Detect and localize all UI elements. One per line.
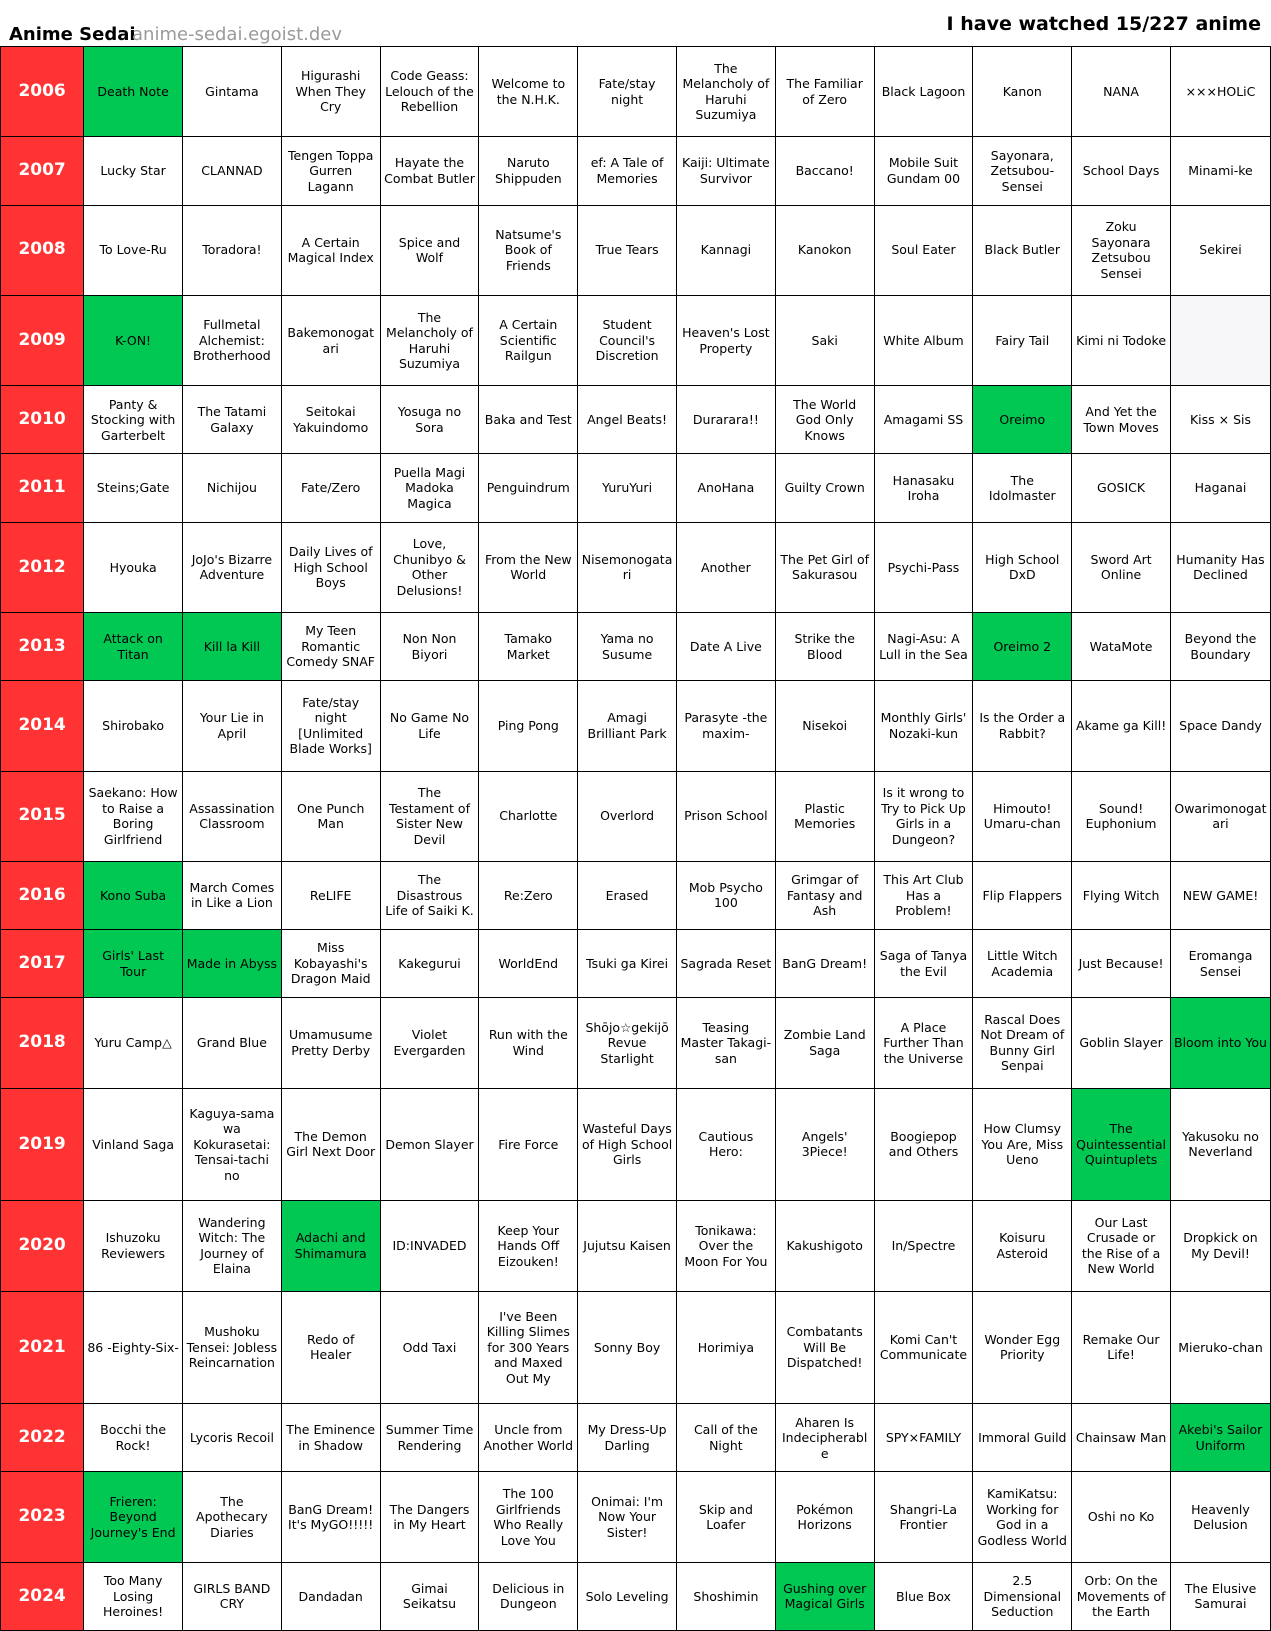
anime-cell[interactable]: Horimiya (676, 1291, 775, 1404)
anime-cell[interactable]: Kiss × Sis (1170, 386, 1270, 454)
anime-cell[interactable]: The Testament of Sister New Devil (380, 771, 479, 861)
anime-cell[interactable]: Vinland Saga (84, 1088, 183, 1201)
year-label: 2014 (1, 681, 84, 771)
anime-cell[interactable]: Solo Leveling (578, 1562, 677, 1630)
year-label: 2011 (1, 454, 84, 522)
anime-cell-watched[interactable]: Gushing over Magical Girls (775, 1562, 874, 1630)
anime-cell-watched[interactable]: Bloom into You (1170, 998, 1270, 1088)
app-url-link[interactable]: anime-sedai.egoist.dev (132, 24, 342, 45)
year-label: 2018 (1, 998, 84, 1088)
anime-cell[interactable]: Chainsaw Man (1072, 1404, 1171, 1472)
anime-cell[interactable]: Shoshimin (676, 1562, 775, 1630)
anime-cell-watched[interactable]: Akebi's Sailor Uniform (1170, 1404, 1270, 1472)
anime-cell[interactable]: And Yet the Town Moves (1072, 386, 1171, 454)
watched-count: I have watched 15/227 anime (946, 13, 1261, 35)
anime-cell[interactable]: Eromanga Sensei (1170, 930, 1270, 998)
anime-cell[interactable]: Monthly Girls' Nozaki-kun (874, 681, 973, 771)
anime-cell[interactable]: The Idolmaster (973, 454, 1072, 522)
anime-cell[interactable]: The Eminence in Shadow (281, 1404, 380, 1472)
anime-cell[interactable]: The Apothecary Diaries (183, 1472, 282, 1562)
anime-cell[interactable]: Koisuru Asteroid (973, 1201, 1072, 1291)
year-label: 2006 (1, 47, 84, 137)
anime-cell[interactable]: Heaven's Lost Property (676, 295, 775, 385)
anime-cell[interactable]: Cautious Hero: (676, 1088, 775, 1201)
anime-cell[interactable]: A Certain Magical Index (281, 205, 380, 295)
year-row (1, 47, 1271, 137)
anime-cell[interactable]: Umamusume Pretty Derby (281, 998, 380, 1088)
anime-cell[interactable]: Dropkick on My Devil! (1170, 1201, 1270, 1291)
anime-cell[interactable]: Love, Chunibyo & Other Delusions! (380, 522, 479, 612)
anime-cell[interactable]: Violet Evergarden (380, 998, 479, 1088)
anime-cell[interactable]: Kakegurui (380, 930, 479, 998)
anime-cell[interactable]: Baccano! (775, 137, 874, 205)
anime-cell[interactable]: SPY×FAMILY (874, 1404, 973, 1472)
anime-cell[interactable]: Bakemonogatari (281, 295, 380, 385)
anime-cell[interactable]: Penguindrum (479, 454, 578, 522)
anime-cell[interactable]: Nagi-Asu: A Lull in the Sea (874, 612, 973, 680)
year-label: 2007 (1, 137, 84, 205)
anime-cell[interactable]: Sagrada Reset (676, 930, 775, 998)
anime-cell[interactable]: Yakusoku no Neverland (1170, 1088, 1270, 1201)
year-row (1, 1404, 1271, 1472)
anime-cell[interactable]: Daily Lives of High School Boys (281, 522, 380, 612)
anime-cell[interactable]: Komi Can't Communicate (874, 1291, 973, 1404)
anime-cell[interactable]: My Dress-Up Darling (578, 1404, 677, 1472)
anime-cell[interactable]: Nisekoi (775, 681, 874, 771)
anime-cell[interactable]: Toradora! (183, 205, 282, 295)
anime-cell[interactable]: Lycoris Recoil (183, 1404, 282, 1472)
anime-cell[interactable]: Tengen Toppa Gurren Lagann (281, 137, 380, 205)
anime-cell[interactable]: Psychi-Pass (874, 522, 973, 612)
anime-cell[interactable]: Hanasaku Iroha (874, 454, 973, 522)
anime-cell[interactable]: Space Dandy (1170, 681, 1270, 771)
anime-cell[interactable]: Student Council's Discretion (578, 295, 677, 385)
anime-cell[interactable]: Just Because! (1072, 930, 1171, 998)
anime-cell[interactable]: Yosuga no Sora (380, 386, 479, 454)
anime-cell[interactable]: Parasyte -the maxim- (676, 681, 775, 771)
anime-cell[interactable]: Immoral Guild (973, 1404, 1072, 1472)
year-row (1, 1088, 1271, 1201)
anime-cell[interactable]: Orb: On the Movements of the Earth (1072, 1562, 1171, 1630)
year-row (1, 137, 1271, 205)
anime-cell[interactable]: Kaguya-sama wa Kokurasetai: Tensai-tachi no (183, 1088, 282, 1201)
anime-cell-watched[interactable]: Death Note (84, 47, 183, 137)
year-label: 2020 (1, 1201, 84, 1291)
anime-cell[interactable]: Natsume's Book of Friends (479, 205, 578, 295)
year-row (1, 1562, 1271, 1630)
anime-cell[interactable]: The Elusive Samurai (1170, 1562, 1270, 1630)
year-row (1, 1472, 1271, 1562)
anime-cell[interactable]: Yuru Camp△ (84, 998, 183, 1088)
anime-cell[interactable]: Tsuki ga Kirei (578, 930, 677, 998)
anime-cell[interactable]: Nisemonogatari (578, 522, 677, 612)
anime-cell[interactable]: Odd Taxi (380, 1291, 479, 1404)
header (0, 0, 1271, 46)
year-row (1, 386, 1271, 454)
anime-cell[interactable]: KamiKatsu: Working for God in a Godless World (973, 1472, 1072, 1562)
anime-cell[interactable]: The Familiar of Zero (775, 47, 874, 137)
anime-cell[interactable]: In/Spectre (874, 1201, 973, 1291)
year-label: 2009 (1, 295, 84, 385)
year-label: 2016 (1, 861, 84, 929)
anime-cell-watched[interactable]: Frieren: Beyond Journey's End (84, 1472, 183, 1562)
anime-cell[interactable]: Uncle from Another World (479, 1404, 578, 1472)
anime-cell[interactable]: This Art Club Has a Problem! (874, 861, 973, 929)
anime-cell[interactable]: Is the Order a Rabbit? (973, 681, 1072, 771)
anime-cell[interactable]: Welcome to the N.H.K. (479, 47, 578, 137)
anime-cell[interactable]: Grand Blue (183, 998, 282, 1088)
anime-cell[interactable]: Amagi Brilliant Park (578, 681, 677, 771)
anime-cell[interactable]: Plastic Memories (775, 771, 874, 861)
year-label: 2008 (1, 205, 84, 295)
anime-cell[interactable]: Amagami SS (874, 386, 973, 454)
anime-cell[interactable]: Is it wrong to Try to Pick Up Girls in a Dungeon? (874, 771, 973, 861)
year-label: 2010 (1, 386, 84, 454)
anime-cell-watched[interactable]: Oreimo (973, 386, 1072, 454)
anime-cell[interactable]: Grimgar of Fantasy and Ash (775, 861, 874, 929)
anime-cell[interactable]: Yama no Susume (578, 612, 677, 680)
anime-cell[interactable]: JoJo's Bizarre Adventure (183, 522, 282, 612)
anime-cell[interactable]: Mobile Suit Gundam 00 (874, 137, 973, 205)
year-row (1, 861, 1271, 929)
anime-cell[interactable]: CLANNAD (183, 137, 282, 205)
anime-cell[interactable]: Angel Beats! (578, 386, 677, 454)
anime-cell[interactable]: Gintama (183, 47, 282, 137)
app-title: Anime Sedai (9, 24, 136, 45)
anime-cell[interactable]: Kanon (973, 47, 1072, 137)
year-row (1, 1291, 1271, 1404)
anime-cell[interactable]: Assassination Classroom (183, 771, 282, 861)
anime-cell-watched[interactable]: Oreimo 2 (973, 612, 1072, 680)
year-label: 2022 (1, 1404, 84, 1472)
anime-cell[interactable]: 2.5 Dimensional Seduction (973, 1562, 1072, 1630)
anime-cell[interactable]: ×××HOLiC (1170, 47, 1270, 137)
anime-cell[interactable]: Mob Psycho 100 (676, 861, 775, 929)
anime-cell[interactable]: Pokémon Horizons (775, 1472, 874, 1562)
anime-cell[interactable]: March Comes in Like a Lion (183, 861, 282, 929)
anime-cell[interactable]: Rascal Does Not Dream of Bunny Girl Senpai (973, 998, 1072, 1088)
anime-cell[interactable]: Onimai: I'm Now Your Sister! (578, 1472, 677, 1562)
anime-cell[interactable]: Baka and Test (479, 386, 578, 454)
year-row (1, 522, 1271, 612)
anime-cell[interactable]: Owarimonogatari (1170, 771, 1270, 861)
year-row (1, 454, 1271, 522)
year-label: 2012 (1, 522, 84, 612)
anime-cell[interactable]: To Love-Ru (84, 205, 183, 295)
anime-cell[interactable]: Remake Our Life! (1072, 1291, 1171, 1404)
anime-cell[interactable]: Flip Flappers (973, 861, 1072, 929)
year-row (1, 295, 1271, 385)
anime-cell[interactable]: BanG Dream! (775, 930, 874, 998)
anime-cell[interactable]: Mieruko-chan (1170, 1291, 1270, 1404)
anime-cell[interactable]: Non Non Biyori (380, 612, 479, 680)
anime-cell-watched[interactable]: Girls' Last Tour (84, 930, 183, 998)
anime-cell[interactable]: The Dangers in My Heart (380, 1472, 479, 1562)
anime-cell[interactable]: Minami-ke (1170, 137, 1270, 205)
anime-cell[interactable]: Overlord (578, 771, 677, 861)
anime-cell[interactable]: Soul Eater (874, 205, 973, 295)
anime-cell[interactable]: Higurashi When They Cry (281, 47, 380, 137)
anime-cell[interactable]: Fate/stay night [Unlimited Blade Works] (281, 681, 380, 771)
anime-cell[interactable]: Goblin Slayer (1072, 998, 1171, 1088)
anime-cell[interactable]: Shangri-La Frontier (874, 1472, 973, 1562)
anime-cell[interactable]: Shirobako (84, 681, 183, 771)
anime-cell[interactable]: The 100 Girlfriends Who Really Love You (479, 1472, 578, 1562)
anime-cell[interactable]: Lucky Star (84, 137, 183, 205)
anime-cell[interactable]: Wonder Egg Priority (973, 1291, 1072, 1404)
anime-cell[interactable]: Delicious in Dungeon (479, 1562, 578, 1630)
anime-cell-watched[interactable]: K-ON! (84, 295, 183, 385)
anime-cell[interactable]: Wasteful Days of High School Girls (578, 1088, 677, 1201)
empty-cell (1170, 295, 1270, 385)
year-label: 2013 (1, 612, 84, 680)
anime-cell[interactable]: Our Last Crusade or the Rise of a New World (1072, 1201, 1171, 1291)
anime-cell[interactable]: Kanokon (775, 205, 874, 295)
anime-cell[interactable]: How Clumsy You Are, Miss Ueno (973, 1088, 1072, 1201)
anime-cell[interactable]: A Certain Scientific Railgun (479, 295, 578, 385)
anime-cell[interactable]: Haganai (1170, 454, 1270, 522)
anime-cell[interactable]: Shōjo☆gekijō Revue Starlight (578, 998, 677, 1088)
anime-cell[interactable]: ReLIFE (281, 861, 380, 929)
anime-cell[interactable]: Guilty Crown (775, 454, 874, 522)
anime-cell[interactable]: The Tatami Galaxy (183, 386, 282, 454)
anime-cell[interactable]: Another (676, 522, 775, 612)
year-row (1, 681, 1271, 771)
anime-cell[interactable]: Kimi ni Todoke (1072, 295, 1171, 385)
anime-cell[interactable]: Zombie Land Saga (775, 998, 874, 1088)
anime-cell[interactable]: School Days (1072, 137, 1171, 205)
anime-cell[interactable]: Hyouka (84, 522, 183, 612)
anime-cell[interactable]: Saki (775, 295, 874, 385)
anime-cell[interactable]: Heavenly Delusion (1170, 1472, 1270, 1562)
anime-cell[interactable]: Dandadan (281, 1562, 380, 1630)
anime-cell[interactable]: Spice and Wolf (380, 205, 479, 295)
anime-cell[interactable]: Jujutsu Kaisen (578, 1201, 677, 1291)
anime-cell[interactable]: Angels' 3Piece! (775, 1088, 874, 1201)
anime-cell[interactable]: Aharen Is Indecipherable (775, 1404, 874, 1472)
anime-cell[interactable]: Keep Your Hands Off Eizouken! (479, 1201, 578, 1291)
anime-cell[interactable]: True Tears (578, 205, 677, 295)
anime-cell[interactable]: Sekirei (1170, 205, 1270, 295)
anime-cell[interactable]: Miss Kobayashi's Dragon Maid (281, 930, 380, 998)
anime-cell[interactable]: WataMote (1072, 612, 1171, 680)
anime-cell[interactable]: Prison School (676, 771, 775, 861)
anime-cell[interactable]: Zoku Sayonara Zetsubou Sensei (1072, 205, 1171, 295)
anime-cell[interactable]: From the New World (479, 522, 578, 612)
anime-cell[interactable]: High School DxD (973, 522, 1072, 612)
anime-cell[interactable]: Himouto! Umaru-chan (973, 771, 1072, 861)
anime-cell[interactable]: Flying Witch (1072, 861, 1171, 929)
year-label: 2024 (1, 1562, 84, 1630)
year-label: 2017 (1, 930, 84, 998)
anime-cell[interactable]: 86 -Eighty-Six- (84, 1291, 183, 1404)
anime-cell-watched[interactable]: The Quintessential Quintuplets (1072, 1088, 1171, 1201)
year-label: 2021 (1, 1291, 84, 1404)
anime-cell[interactable]: Ishuzoku Reviewers (84, 1201, 183, 1291)
anime-cell[interactable]: Bocchi the Rock! (84, 1404, 183, 1472)
anime-cell[interactable]: WorldEnd (479, 930, 578, 998)
anime-cell[interactable]: A Place Further Than the Universe (874, 998, 973, 1088)
anime-cell[interactable]: Little Witch Academia (973, 930, 1072, 998)
year-label: 2015 (1, 771, 84, 861)
anime-cell[interactable]: The Melancholy of Haruhi Suzumiya (380, 295, 479, 385)
anime-cell[interactable]: No Game No Life (380, 681, 479, 771)
anime-cell[interactable]: Too Many Losing Heroines! (84, 1562, 183, 1630)
anime-grid (0, 46, 1271, 1631)
year-label: 2023 (1, 1472, 84, 1562)
anime-cell[interactable]: Date A Live (676, 612, 775, 680)
anime-cell[interactable]: One Punch Man (281, 771, 380, 861)
anime-cell-watched[interactable]: Kill la Kill (183, 612, 282, 680)
anime-cell[interactable]: Ping Pong (479, 681, 578, 771)
anime-cell[interactable]: Wandering Witch: The Journey of Elaina (183, 1201, 282, 1291)
anime-cell[interactable]: Panty & Stocking with Garterbelt (84, 386, 183, 454)
anime-cell[interactable]: Kannagi (676, 205, 775, 295)
anime-cell[interactable]: Erased (578, 861, 677, 929)
anime-cell[interactable]: The Demon Girl Next Door (281, 1088, 380, 1201)
anime-cell[interactable]: GOSICK (1072, 454, 1171, 522)
anime-cell[interactable]: The Pet Girl of Sakurasou (775, 522, 874, 612)
anime-cell[interactable]: Puella Magi Madoka Magica (380, 454, 479, 522)
anime-cell[interactable]: Charlotte (479, 771, 578, 861)
anime-cell[interactable]: Redo of Healer (281, 1291, 380, 1404)
anime-cell[interactable]: Skip and Loafer (676, 1472, 775, 1562)
anime-cell[interactable]: I've Been Killing Slimes for 300 Years and Maxed Out My (479, 1291, 578, 1404)
anime-cell[interactable]: Demon Slayer (380, 1088, 479, 1201)
anime-cell[interactable]: Kaiji: Ultimate Survivor (676, 137, 775, 205)
anime-cell[interactable]: NEW GAME! (1170, 861, 1270, 929)
anime-cell-watched[interactable]: Kono Suba (84, 861, 183, 929)
anime-cell[interactable]: Naruto Shippuden (479, 137, 578, 205)
year-row (1, 998, 1271, 1088)
anime-cell[interactable]: Steins;Gate (84, 454, 183, 522)
anime-cell[interactable]: AnoHana (676, 454, 775, 522)
anime-cell[interactable]: Fire Force (479, 1088, 578, 1201)
anime-cell[interactable]: Tonikawa: Over the Moon For You (676, 1201, 775, 1291)
anime-cell[interactable]: Sound! Euphonium (1072, 771, 1171, 861)
anime-cell[interactable]: Nichijou (183, 454, 282, 522)
anime-cell[interactable]: Hayate the Combat Butler (380, 137, 479, 205)
year-label: 2019 (1, 1088, 84, 1201)
year-row (1, 1201, 1271, 1291)
anime-cell[interactable]: Fairy Tail (973, 295, 1072, 385)
anime-cell[interactable]: GIRLS BAND CRY (183, 1562, 282, 1630)
anime-cell[interactable]: YuruYuri (578, 454, 677, 522)
anime-cell[interactable]: Gimai Seikatsu (380, 1562, 479, 1630)
anime-cell[interactable]: Kakushigoto (775, 1201, 874, 1291)
anime-cell[interactable]: Saga of Tanya the Evil (874, 930, 973, 998)
anime-cell[interactable]: Strike the Blood (775, 612, 874, 680)
anime-cell[interactable]: Teasing Master Takagi-san (676, 998, 775, 1088)
anime-cell[interactable]: The World God Only Knows (775, 386, 874, 454)
anime-cell[interactable]: The Melancholy of Haruhi Suzumiya (676, 47, 775, 137)
anime-cell[interactable]: Run with the Wind (479, 998, 578, 1088)
anime-cell[interactable]: Durarara!! (676, 386, 775, 454)
year-row (1, 205, 1271, 295)
anime-cell[interactable]: Combatants Will Be Dispatched! (775, 1291, 874, 1404)
anime-cell[interactable]: Blue Box (874, 1562, 973, 1630)
anime-cell[interactable]: Tamako Market (479, 612, 578, 680)
anime-cell[interactable]: Call of the Night (676, 1404, 775, 1472)
anime-cell[interactable]: My Teen Romantic Comedy SNAF (281, 612, 380, 680)
anime-cell[interactable]: Beyond the Boundary (1170, 612, 1270, 680)
anime-cell[interactable]: Fate/stay night (578, 47, 677, 137)
anime-cell[interactable]: Akame ga Kill! (1072, 681, 1171, 771)
year-row (1, 930, 1271, 998)
anime-cell[interactable]: Saekano: How to Raise a Boring Girlfriend (84, 771, 183, 861)
anime-cell[interactable]: ef: A Tale of Memories (578, 137, 677, 205)
anime-cell[interactable]: BanG Dream! It's MyGO!!!!! (281, 1472, 380, 1562)
anime-cell[interactable]: Re:Zero (479, 861, 578, 929)
anime-cell[interactable]: Summer Time Rendering (380, 1404, 479, 1472)
anime-cell[interactable]: Boogiepop and Others (874, 1088, 973, 1201)
anime-cell[interactable]: Fate/Zero (281, 454, 380, 522)
anime-cell[interactable]: Code Geass: Lelouch of the Rebellion (380, 47, 479, 137)
anime-cell-watched[interactable]: Made in Abyss (183, 930, 282, 998)
anime-cell[interactable]: ID:INVADED (380, 1201, 479, 1291)
anime-cell[interactable]: Humanity Has Declined (1170, 522, 1270, 612)
anime-cell[interactable]: Oshi no Ko (1072, 1472, 1171, 1562)
anime-cell[interactable]: Mushoku Tensei: Jobless Reincarnation (183, 1291, 282, 1404)
year-row (1, 612, 1271, 680)
anime-cell[interactable]: Black Butler (973, 205, 1072, 295)
anime-cell-watched[interactable]: Adachi and Shimamura (281, 1201, 380, 1291)
anime-cell[interactable]: White Album (874, 295, 973, 385)
anime-cell[interactable]: Black Lagoon (874, 47, 973, 137)
anime-cell[interactable]: Sonny Boy (578, 1291, 677, 1404)
anime-cell[interactable]: The Disastrous Life of Saiki K. (380, 861, 479, 929)
anime-cell[interactable]: Seitokai Yakuindomo (281, 386, 380, 454)
anime-cell-watched[interactable]: Attack on Titan (84, 612, 183, 680)
anime-cell[interactable]: Sword Art Online (1072, 522, 1171, 612)
anime-cell[interactable]: Sayonara, Zetsubou-Sensei (973, 137, 1072, 205)
year-row (1, 771, 1271, 861)
anime-cell[interactable]: NANA (1072, 47, 1171, 137)
anime-cell[interactable]: Your Lie in April (183, 681, 282, 771)
anime-cell[interactable]: Fullmetal Alchemist: Brotherhood (183, 295, 282, 385)
